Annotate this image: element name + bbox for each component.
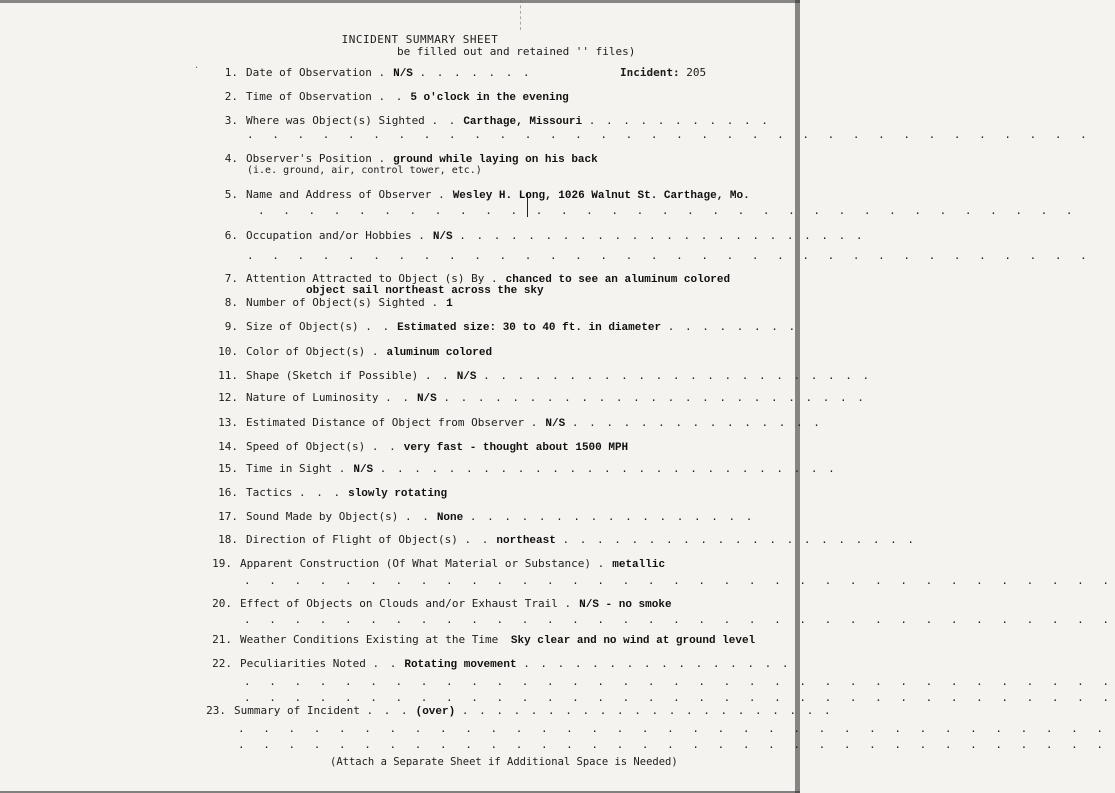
item-number: 22. <box>212 657 232 670</box>
item-answer: chanced to see an aluminum colored <box>505 274 731 286</box>
item-label: Time in Sight <box>246 462 333 475</box>
item-label: Shape (Sketch if Possible) <box>246 369 419 382</box>
item-number: 19. <box>212 557 232 570</box>
item-answer: Wesley H. Long, 1026 Walnut St. Carthage, Mo. <box>452 190 750 202</box>
blank-line: . . . . . . . . . . . . . . . . . . . . . . . . . . . . . . . . . <box>258 204 1079 217</box>
fold-mark <box>520 0 522 30</box>
item-number: 8. <box>224 296 238 309</box>
item-7-continued <box>300 283 544 297</box>
item-answer: N/S <box>545 418 566 430</box>
blank-line: . . . . . . . . . . . . . . . . . . . . . . . . . . . . . . . . . . <box>247 128 1093 141</box>
item-number: 9. <box>224 320 238 333</box>
item-answer: northeast <box>496 535 556 547</box>
blank-line: . . . . . . . . . . . . . . . . . . . . . . . . . . . . . . . . . . <box>247 249 1093 262</box>
item-label: Apparent Construction (Of What Material or Substance) <box>240 557 591 570</box>
item-answer: N/S <box>353 464 374 476</box>
item-label: Estimated Distance of Object from Observer <box>246 416 525 429</box>
item-label: Date of Observation <box>246 66 372 79</box>
margin-mark: ‧ <box>195 63 199 74</box>
scan-edge-top <box>0 0 800 3</box>
item-number: 21. <box>212 633 232 646</box>
item-answer: 1 <box>446 298 453 310</box>
item-number: 18. <box>218 533 238 546</box>
item-20: 20. Effect of Objects on Clouds and/or Exhaust Trail . N/S - no smoke <box>212 597 672 611</box>
item-answer: very fast - thought about 1500 MPH <box>403 442 629 454</box>
item-label: Occupation and/or Hobbies <box>246 229 412 242</box>
item-number: 23. <box>206 704 226 717</box>
item-22: 22. Peculiarities Noted . . Rotating movement . . . . . . . . . . . . . . . . <box>212 657 791 671</box>
item-answer: Carthage, Missouri <box>463 116 583 128</box>
item-answer: metallic <box>612 559 666 571</box>
item-number: 1. <box>224 66 238 79</box>
item-21 <box>212 633 755 647</box>
item-2: 2. Time of Observation . . 5 o'clock in the evening <box>218 90 569 104</box>
item-number: 2. <box>224 90 238 103</box>
item-label: Attention Attracted to Object (s) By <box>246 272 485 285</box>
item-number: 6. <box>224 229 238 242</box>
item-answer-continued: object sail northeast across the sky <box>306 285 544 297</box>
item-number: 16. <box>218 486 238 499</box>
item-number: 17. <box>218 510 238 523</box>
form-title: INCIDENT SUMMARY SHEET <box>341 33 499 46</box>
item-label: Where was Object(s) Sighted <box>246 114 425 127</box>
item-17: 17. Sound Made by Object(s) . . None . . . . . . . . . . . . . . . . . <box>218 510 755 524</box>
item-14: 14. Speed of Object(s) . . very fast - thought about 1500 MPH <box>218 440 629 454</box>
item-label: Sound Made by Object(s) <box>246 510 399 523</box>
item-label: Weather Conditions Existing at the Time <box>240 633 499 646</box>
item-answer: 5 o'clock in the evening <box>410 92 569 104</box>
item-label: Tactics <box>246 486 293 499</box>
item-1: 1. Date of Observation . N/S . . . . . . . <box>218 66 532 80</box>
item-number: 7. <box>224 272 238 285</box>
item-label: Nature of Luminosity <box>246 391 379 404</box>
item-4: 4. Observer's Position . ground while laying on his back <box>218 152 598 166</box>
item-label: Time of Observation <box>246 90 372 103</box>
item-4-note: (i.e. ground, air, control tower, etc.) <box>247 165 482 176</box>
incident-id <box>620 66 706 79</box>
item-label: Name and Address of Observer <box>246 188 432 201</box>
item-3: 3. Where was Object(s) Sighted . . Carthage, Missouri . . . . . . . . . . . <box>218 114 770 128</box>
item-answer: (over) <box>415 706 456 718</box>
item-18: 18. Direction of Flight of Object(s) . . northeast . . . . . . . . . . . . . . . . . . . . . <box>218 533 916 547</box>
item-19: 19. Apparent Construction (Of What Material or Substance) . metallic <box>212 557 666 571</box>
item-answer: Rotating movement <box>404 659 517 671</box>
item-answer: N/S <box>432 231 453 243</box>
item-number: 11. <box>218 369 238 382</box>
incident-number: 205 <box>686 66 707 79</box>
form-footer: (Attach a Separate Sheet if Additional Space is Needed) <box>330 756 678 768</box>
blank-line: . . . . . . . . . . . . . . . . . . . . . . . . . . . . . . . . . . . <box>244 613 1115 626</box>
item-number: 3. <box>224 114 238 127</box>
item-label: Speed of Object(s) <box>246 440 366 453</box>
item-15: 15. Time in Sight . N/S . . . . . . . . . . . . . . . . . . . . . . . . . . . <box>218 462 837 476</box>
incident-label: Incident: <box>620 66 680 79</box>
item-label: Effect of Objects on Clouds and/or Exhaust Trail <box>240 597 558 610</box>
item-10: 10. Color of Object(s) . aluminum colored <box>218 345 493 359</box>
item-number: 10. <box>218 345 238 358</box>
item-12: 12. Nature of Luminosity . . N/S . . . . . . . . . . . . . . . . . . . . . . . . . <box>218 391 866 405</box>
item-label: Peculiarities Noted <box>240 657 366 670</box>
item-answer: Estimated size: 30 to 40 ft. in diameter <box>397 322 662 334</box>
item-label: Observer's Position <box>246 152 372 165</box>
item-23: 23. Summary of Incident . . . (over) . . . . . . . . . . . . . . . . . . . . . . <box>206 704 833 718</box>
item-answer: N/S <box>393 68 413 80</box>
blank-line: . . . . . . . . . . . . . . . . . . . . . . . . . . . . . . . . . . . <box>238 722 1109 735</box>
item-answer: ground while laying on his back <box>393 154 598 166</box>
item-answer: Sky clear and no wind at ground level <box>510 635 756 647</box>
item-label: Number of Object(s) Sighted <box>246 296 425 309</box>
item-13: 13. Estimated Distance of Object from Observer . N/S . . . . . . . . . . . . . . . <box>218 416 822 430</box>
item-5: 5. Name and Address of Observer . Wesley H. Long, 1026 Walnut St. Carthage, Mo. <box>218 188 750 202</box>
item-answer: N/S <box>416 393 437 405</box>
item-number: 12. <box>218 391 238 404</box>
item-answer: N/S <box>456 371 477 383</box>
item-7: 7. Attention Attracted to Object (s) By . chanced to see an aluminum colored <box>218 272 730 286</box>
item-9: 9. Size of Object(s) . . Estimated size: 30 to 40 ft. in diameter . . . . . . . . <box>218 320 797 334</box>
item-label: Color of Object(s) <box>246 345 366 358</box>
item-answer: None <box>436 512 464 524</box>
item-label: Size of Object(s) <box>246 320 359 333</box>
item-number: 15. <box>218 462 238 475</box>
item-label: Summary of Incident <box>234 704 360 717</box>
item-number: 5. <box>224 188 238 201</box>
form-subtitle: be filled out and retained '' files) <box>397 45 636 58</box>
item-answer: aluminum colored <box>386 347 493 359</box>
item-6: 6. Occupation and/or Hobbies . N/S . . . . . . . . . . . . . . . . . . . . . . . . <box>218 229 865 243</box>
item-number: 14. <box>218 440 238 453</box>
item-number: 4. <box>224 152 238 165</box>
item-8: 8. Number of Object(s) Sighted . 1 <box>218 296 453 310</box>
blank-line: . . . . . . . . . . . . . . . . . . . . . . . . . . . . . . . . . . . <box>244 675 1115 688</box>
item-answer: slowly rotating <box>348 488 448 500</box>
item-number: 20. <box>212 597 232 610</box>
item-11: 11. Shape (Sketch if Possible) . . N/S . . . . . . . . . . . . . . . . . . . . . . . <box>218 369 872 383</box>
blank-line: . . . . . . . . . . . . . . . . . . . . . . . . . . . . . . . . . . . <box>238 738 1109 751</box>
item-answer: N/S - no smoke <box>579 599 672 611</box>
blank-line: . . . . . . . . . . . . . . . . . . . . . . . . . . . . . . . . . . . <box>244 574 1115 587</box>
item-label: Direction of Flight of Object(s) <box>246 533 458 546</box>
item-number: 13. <box>218 416 238 429</box>
item-16: 16. Tactics . . . slowly rotating <box>218 486 448 500</box>
blank-line: . . . . . . . . . . . . . . . . . . . . . . . . . . . . . . . . . . . <box>244 691 1115 704</box>
